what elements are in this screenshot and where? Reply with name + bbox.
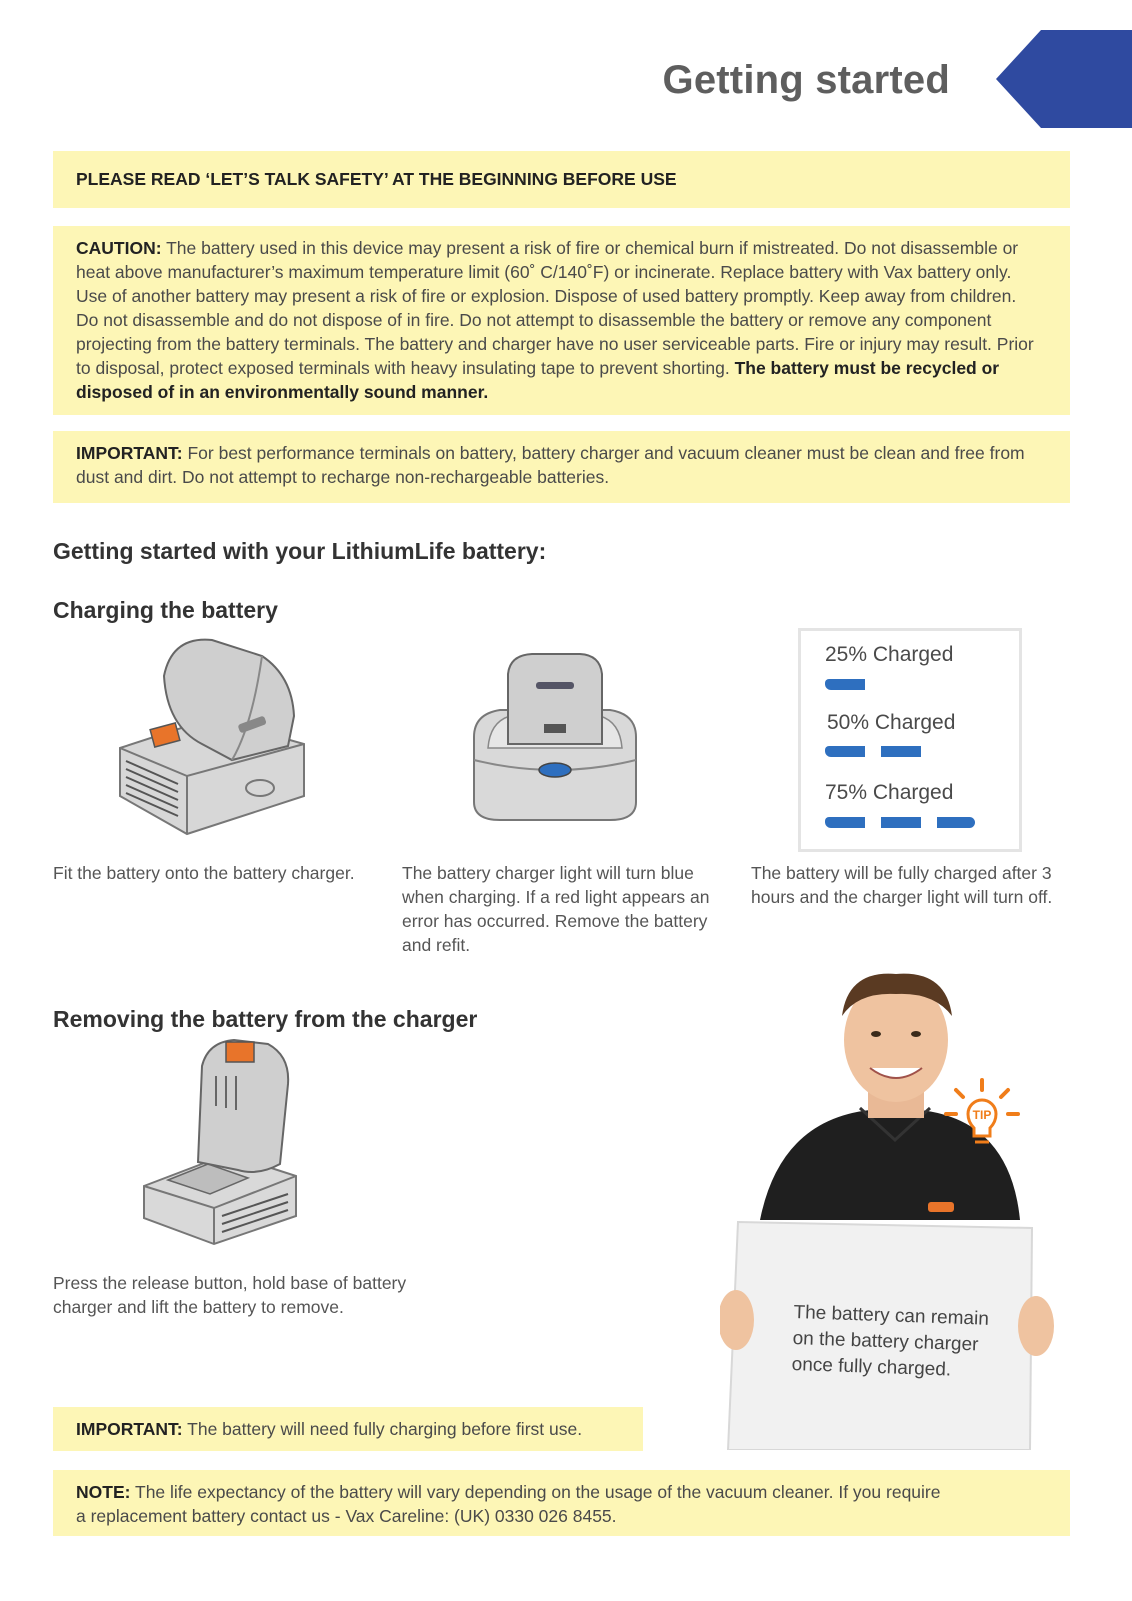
charge-bar-25-1 (825, 679, 865, 690)
important-terminals-text (76, 441, 1040, 489)
charger-blue-light-illustration (470, 652, 640, 827)
section-heading: Getting started with your LithiumLife battery: (53, 538, 547, 564)
page-title: Getting started (662, 58, 950, 102)
charge-bar-75-2 (881, 817, 921, 828)
charge-bar-50-2 (881, 746, 921, 757)
caution-box (53, 226, 1070, 415)
safety-banner (53, 151, 1070, 208)
note-label: NOTE: (76, 1482, 131, 1502)
charging-step-1: Fit the battery onto the battery charger. (53, 863, 355, 883)
charge-level-75-label: 75% Charged (825, 781, 954, 804)
section-tab (996, 30, 1132, 128)
important-first-use-body: The battery will need fully charging before first use. (182, 1419, 583, 1439)
tip-lightbulb-icon (944, 1078, 1020, 1154)
caution-bold: The battery must be recycled or disposed of in an environmentally sound manner. (76, 358, 1000, 402)
safety-banner-text: PLEASE READ ‘LET’S TALK SAFETY’ AT THE BEGINNING BEFORE USE (76, 169, 677, 189)
charging-step-3: The battery will be fully charged after 3 hours and the charger light will turn off. (751, 863, 1053, 907)
caution-text (76, 236, 1040, 404)
charging-step-2: The battery charger light will turn blue when charging. If a red light appears an error has occurred. Remove the battery and refit. (402, 863, 710, 955)
tip-sign-text: The battery can remain on the battery charger once fully charged. (791, 1301, 990, 1381)
note-box (53, 1470, 1070, 1536)
battery-removal-illustration (138, 1036, 300, 1246)
charger-fit-illustration (112, 636, 312, 846)
important-terminals-box (53, 431, 1070, 503)
charge-level-50-label: 50% Charged (827, 711, 956, 734)
charge-bar-50-1 (825, 746, 865, 757)
charge-level-indicator (798, 628, 1022, 852)
important-terminals-body: For best performance terminals on battery, battery charger and vacuum cleaner must be clean and free from dust and dirt. Do not attempt to recharge non-rechargeable batteries. (76, 443, 1025, 487)
charge-bar-75-1 (825, 817, 865, 828)
tip-badge-text: TIP (972, 1108, 992, 1122)
caution-body: The battery used in this device may present a risk of fire or chemical burn if mistreated. Do not disassemble or heat above manufacturer’s maximum temperature limit (60˚ C/140˚F) or incinerate. Replace battery with Vax battery only. Use of another battery may present a risk of fire or explosion. Dispose of used battery promptly. Keep away from children. Do not disassemble and do not dispose of in fire. Do not attempt to disassemble the battery or remove any component projecting from the battery terminals. The battery and charger have no user serviceable parts. Fire or injury may result. Prior to disposal, protect exposed terminals with heavy insulating tape to prevent shorting. (76, 238, 1034, 378)
important-first-use-label: IMPORTANT: (76, 1419, 183, 1439)
charge-bar-75-3 (937, 817, 975, 828)
important-terminals-label: IMPORTANT: (76, 443, 183, 463)
caution-label: CAUTION: (76, 238, 162, 258)
note-body: The life expectancy of the battery will vary depending on the usage of the vacuum cleaner. If you require a replacement battery contact us - Vax Careline: (UK) 0330 026 8455. (76, 1482, 941, 1526)
note-text (76, 1480, 950, 1528)
removing-heading: Removing the battery from the charger (53, 1006, 478, 1032)
charge-level-25-label: 25% Charged (825, 643, 954, 666)
charging-heading: Charging the battery (53, 597, 278, 623)
important-first-use-text (76, 1417, 613, 1441)
removing-caption: Press the release button, hold base of battery charger and lift the battery to remove. (53, 1273, 407, 1317)
important-first-use-box (53, 1407, 643, 1451)
